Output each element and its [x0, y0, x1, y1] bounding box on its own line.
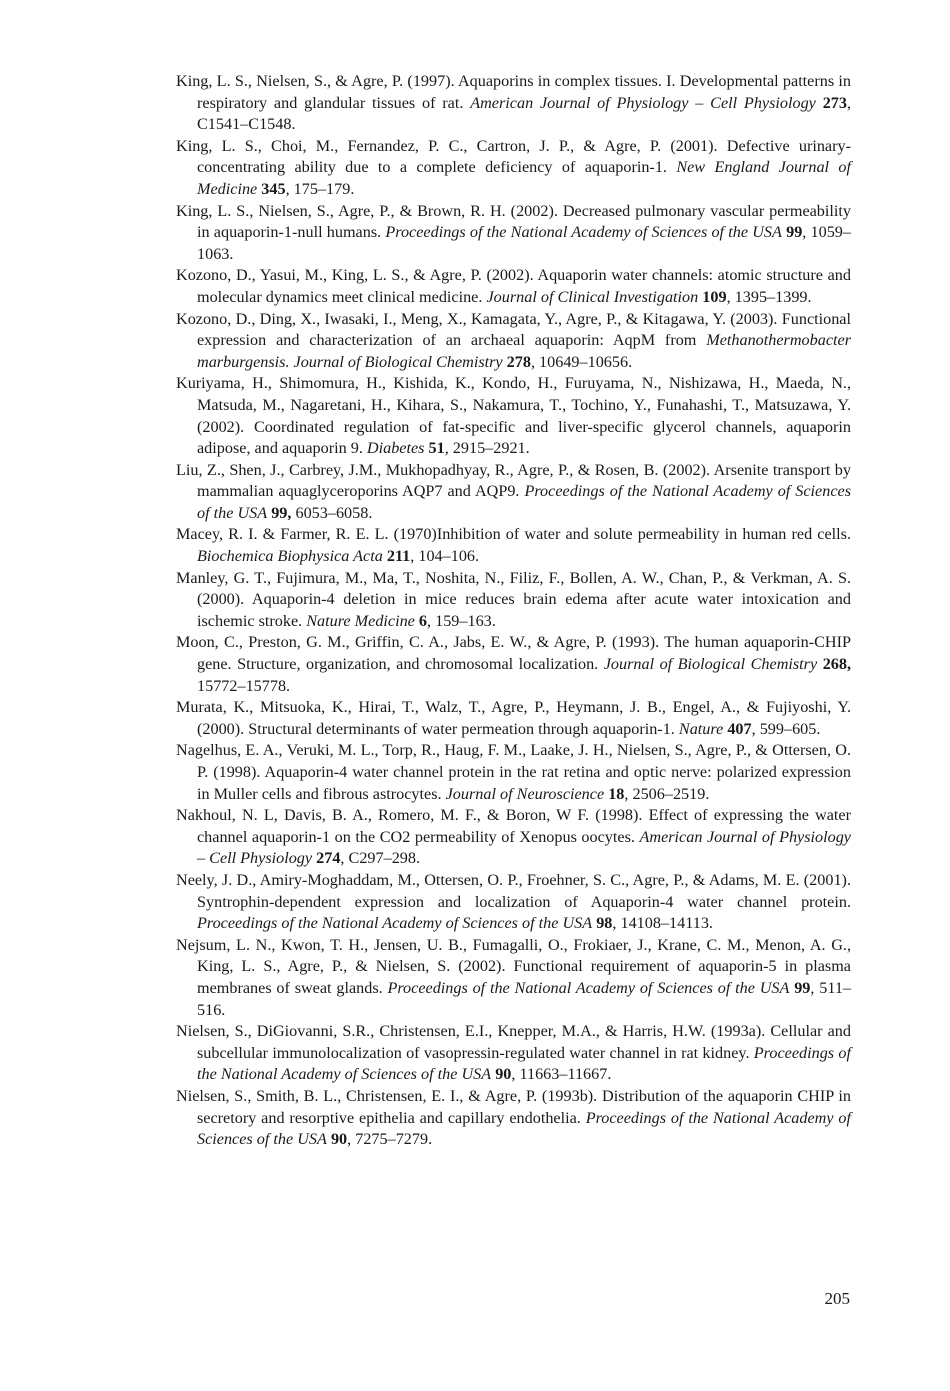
reference-authors-title: Murata, K., Mitsuoka, K., Hirai, T., Walz, T., Agre, P., Heymann, J. B., Engel, A., & Fujiyoshi, Y. (2000). Structural determinants of water permeation through aquaporin-1. — [176, 698, 851, 738]
reference-journal: Diabetes — [366, 439, 425, 458]
reference-authors-title: King, L. S., Choi, M., Fernandez, P. C., Cartron, J. P., & Agre, P. (2001). Defective urinary-concentrating ability due to a complete deficiency of aquaporin-1. — [176, 136, 851, 177]
reference-pages: , 1395–1399. — [726, 287, 812, 306]
reference-volume: 90 — [330, 1130, 348, 1149]
reference-pages: , 104–106. — [410, 547, 480, 566]
reference-volume: 98 — [596, 914, 613, 933]
reference-spacer — [816, 94, 823, 112]
reference-entry — [176, 460, 851, 525]
reference-entry — [176, 870, 851, 935]
reference-volume: 51 — [428, 439, 445, 458]
reference-authors-title: Kozono, D., Yasui, M., King, L. S., & Agre, P. (2002). Aquaporin water channels: atomic structure and molecular dynamics meet clinical medicine. — [176, 266, 851, 306]
reference-pages: , 14108–14113. — [612, 914, 713, 933]
reference-entry — [176, 1086, 851, 1151]
reference-volume: 18 — [608, 784, 625, 803]
reference-volume: 274 — [316, 849, 341, 868]
reference-journal: Proceedings of the National Academy of Sciences of the USA — [385, 223, 782, 242]
reference-journal: Journal of Biological Chemistry — [603, 655, 818, 674]
reference-authors-title: Nielsen, S., DiGiovanni, S.R., Christensen, E.I., Knepper, M.A., & Harris, H.W. (1993a). Cellular and subcellular immunolocalization of vasopressin-regulated water channel in rat kidney. — [176, 1022, 851, 1062]
reference-pages: , 7275–7279. — [347, 1130, 433, 1149]
reference-entry — [176, 935, 851, 1021]
reference-authors-title: Kuriyama, H., Shimomura, H., Kishida, K., Kondo, H., Furuyama, N., Nishizawa, H., Maeda, N., Matsuda, M., Nagaretani, H., Kihara, S., Nakamura, T., Tochino, Y., Funahashi, T., Matsuzawa, Y. (2002). Coordinated regulation of fat-specific and liver-specific glycerol channels, aquaporin adipose, and aquaporin 9. — [176, 374, 851, 458]
reference-journal: Methanothermobacter marburgensis. Journal of Biological Chemistry — [197, 331, 851, 371]
reference-pages: 6053–6058. — [291, 503, 373, 522]
reference-journal: Journal of Clinical Investigation — [486, 287, 699, 306]
reference-entry — [176, 1021, 851, 1086]
reference-entry — [176, 71, 851, 136]
reference-volume: 90 — [495, 1065, 512, 1084]
reference-entry — [176, 136, 851, 201]
reference-entry — [176, 309, 851, 374]
reference-authors-title: Nejsum, L. N., Kwon, T. H., Jensen, U. B., Fumagalli, O., Frokiaer, J., Krane, C. M., Menon, A. G., King, L. S., Agre, P., & Nielsen, S. (2002). Functional requirement of aquaporin-5 in plasma membranes of sweat glands. — [176, 935, 851, 997]
reference-journal: Journal of Neuroscience — [445, 784, 605, 803]
reference-volume: 345 — [261, 179, 286, 198]
reference-authors-title: Macey, R. I. & Farmer, R. E. L. (1970)Inhibition of water and solute permeability in human red cells. — [176, 525, 851, 544]
reference-volume: 99 — [786, 223, 803, 242]
reference-pages: 15772–15778. — [197, 676, 291, 695]
reference-volume: 109 — [702, 287, 727, 306]
reference-journal: American Journal of Physiology – Cell Physiology — [197, 827, 851, 868]
reference-pages: , C297–298. — [340, 849, 421, 868]
reference-authors-title: Nakhoul, N. L, Davis, B. A., Romero, M. F., & Boron, W F. (1998). Effect of expressing the water channel aquaporin-1 on the CO2 permeability of Xenopus oocytes. — [176, 806, 851, 846]
reference-pages: , 1059–1063. — [197, 223, 851, 263]
reference-entry — [176, 373, 851, 459]
reference-volume: 99, — [271, 503, 292, 522]
reference-volume: 6 — [418, 611, 428, 630]
reference-authors-title: King, L. S., Nielsen, S., & Agre, P. (1997). Aquaporins in complex tissues. I. Developmental patterns in respiratory and glandular tissues of rat. — [176, 72, 851, 112]
reference-journal: Proceedings of the National Academy of Sciences of the USA — [197, 482, 851, 522]
reference-pages: , 599–605. — [751, 719, 821, 738]
reference-authors-title: Liu, Z., Shen, J., Carbrey, J.M., Mukhopadhyay, R., Agre, P., & Rosen, B. (2002). Arsenite transport by mammalian aquaglyceroporins AQP7 and AQP9. — [176, 460, 851, 501]
reference-entry — [176, 568, 851, 633]
reference-journal: Proceedings of the National Academy of Sciences of the USA — [387, 978, 790, 997]
reference-authors-title: Manley, G. T., Fujimura, M., Ma, T., Noshita, N., Filiz, F., Bollen, A. W., Chan, P., & Verkman, A. S. (2000). Aquaporin-4 deletion in mice reduces brain edema after acute water intoxication and ischemic stroke. — [176, 568, 851, 630]
reference-authors-title: Neely, J. D., Amiry-Moghaddam, M., Ottersen, O. P., Froehner, S. C., Agre, P., & Adams, M. E. (2001). Syntrophin-dependent expression and localization of Aquaporin-4 water channel protein. — [176, 870, 851, 911]
reference-entry — [176, 697, 851, 740]
reference-journal: Nature Medicine — [306, 611, 415, 630]
reference-journal: Nature — [678, 719, 724, 738]
reference-volume: 273 — [822, 93, 847, 112]
reference-pages: , 175–179. — [285, 179, 355, 198]
reference-journal: Proceedings of the National Academy of Sciences of the USA — [197, 1043, 851, 1084]
reference-journal: Proceedings of the National Academy of Sciences of the USA — [197, 914, 593, 933]
reference-volume: 211 — [386, 547, 411, 566]
reference-authors-title: Nielsen, S., Smith, B. L., Christensen, E. I., & Agre, P. (1993b). Distribution of the aquaporin CHIP in secretory and resorptive epithelia and capillary endothelia. — [176, 1086, 851, 1127]
reference-pages: , C1541–C1548. — [197, 93, 852, 134]
reference-entry — [176, 201, 851, 266]
reference-pages: , 2915–2921. — [444, 439, 530, 458]
reference-pages: , 511–516. — [197, 978, 852, 1019]
page-number: 205 — [824, 1289, 850, 1308]
reference-journal: American Journal of Physiology – Cell Physiology — [470, 93, 816, 112]
reference-authors-title: Nagelhus, E. A., Veruki, M. L., Torp, R., Haug, F. M., Laake, J. H., Nielsen, S., Agre, P., & Ottersen, O. P. (1998). Aquaporin-4 water channel protein in the rat retina and optic nerve: polarized expression in Muller cells and fibrous astrocytes. — [176, 741, 851, 803]
reference-pages: , 159–163. — [427, 611, 496, 630]
reference-journal: Biochemica Biophysica Acta — [197, 547, 383, 566]
reference-entry — [176, 632, 851, 697]
reference-entry — [176, 805, 851, 870]
reference-authors-title: King, L. S., Nielsen, S., Agre, P., & Brown, R. H. (2002). Decreased pulmonary vascular permeability in aquaporin-1-null humans. — [176, 201, 851, 242]
reference-entry — [176, 265, 851, 308]
reference-volume: 99 — [794, 978, 811, 997]
reference-volume: 278 — [506, 352, 531, 371]
reference-pages: , 2506–2519. — [624, 784, 710, 803]
reference-volume: 407 — [727, 719, 752, 738]
reference-list — [176, 71, 851, 1151]
reference-pages: , 10649–10656. — [530, 352, 633, 371]
reference-pages: , 11663–11667. — [511, 1065, 612, 1084]
reference-authors-title: Kozono, D., Ding, X., Iwasaki, I., Meng, X., Kamagata, Y., Agre, P., & Kitagawa, Y. (2003). Functional expression and characterization of an archaeal aquaporin: AqpM from — [176, 309, 851, 350]
reference-authors-title: Moon, C., Preston, G. M., Griffin, C. A., Jabs, E. W., & Agre, P. (1993). The human aquaporin-CHIP gene. Structure, organization, and chromosomal localization. — [176, 633, 851, 674]
reference-journal: New England Journal of Medicine — [197, 158, 851, 198]
reference-entry — [176, 740, 851, 805]
reference-volume: 268, — [822, 655, 852, 674]
reference-entry — [176, 524, 851, 567]
reference-journal: Proceedings of the National Academy of Sciences of the USA — [197, 1108, 851, 1149]
